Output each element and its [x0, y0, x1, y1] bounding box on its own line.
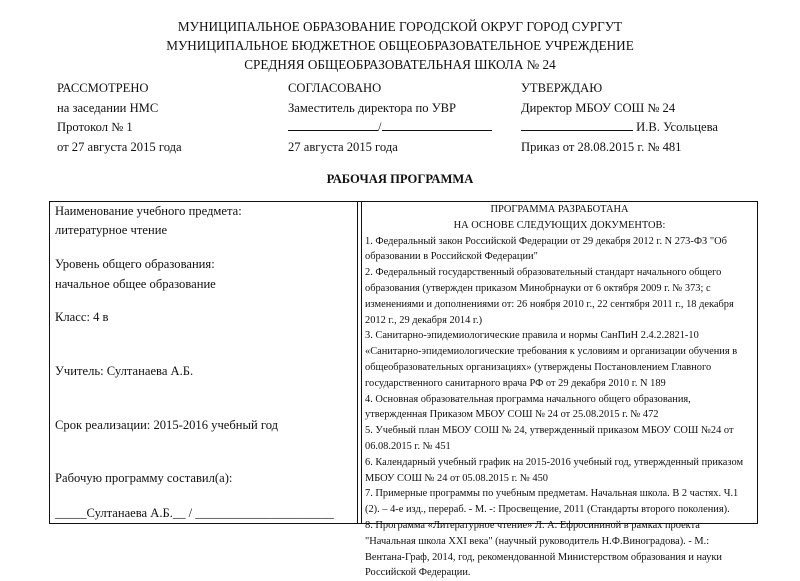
- header-school: СРЕДНЯЯ ОБЩЕОБРАЗОВАТЕЛЬНАЯ ШКОЛА № 24: [244, 57, 556, 72]
- document-item-6: 6. Календарный учебный график на 2015-2016 учебный год, утвержденный приказом МБОУ СОШ № 24 от 05.08.2015 г. № 450: [365, 456, 744, 484]
- document-item-5: 5. Учебный план МБОУ СОШ № 24, утвержденный приказом МБОУ СОШ №24 от 06.08.2015 г. № 451: [365, 425, 734, 452]
- document-item-4: 4. Основная образовательная программа начального общего образования, утвержденная Приказом МБОУ СОШ № 24 от 25.08.2015 г. № 472: [365, 393, 691, 421]
- program-table: [49, 201, 758, 579]
- document-item-8: 8. Программа «Литературное чтение» Л. А. Ефросининой в рамках проекта "Начальная школа XXI века" (научный руководитель Н.Ф.Виноградова). - М.: Вентана-Граф, 2014, год, рекомендованной Министерством образования и науки Российской Федерации.: [365, 519, 722, 579]
- documents-heading-2: НА ОСНОВЕ СЛЕДУЮЩИХ ДОКУМЕНТОВ:: [453, 219, 666, 231]
- agreed-line1: Заместитель директора по УВР: [288, 100, 457, 115]
- term-info: Срок реализации: 2015-2016 учебный год: [55, 418, 279, 432]
- subject-label: Наименование учебного предмета:: [55, 204, 242, 218]
- level-value: начальное общее образование: [55, 277, 216, 291]
- agreed-signature: [288, 118, 492, 138]
- author-signature: _____Султанаева А.Б.__ / ______________________: [55, 506, 334, 520]
- teacher-info: Учитель: Султанаева А.Б.: [55, 364, 194, 378]
- class-info: Класс: 4 в: [55, 310, 109, 324]
- approved-block: [521, 79, 718, 157]
- header-municipality: МУНИЦИПАЛЬНОЕ ОБРАЗОВАНИЕ ГОРОДСКОЙ ОКРУГ ГОРОД СУРГУТ: [177, 19, 623, 34]
- signature-line: [521, 118, 633, 131]
- level-label: Уровень общего образования:: [55, 257, 215, 271]
- name-line: [382, 118, 492, 131]
- approved-signature: [521, 118, 718, 138]
- document-item-1: 1. Федеральный закон Российской Федерации от 29 декабря 2012 г. N 273-ФЗ "Об образовании в Российской Федерации": [365, 235, 727, 263]
- document-item-3: 3. Санитарно-эпидемиологические правила и нормы СанПиН 2.4.2.2821-10 «Санитарно-эпидемиологические требования к условиям и организации обучения в общеобразовательных организациях» (утверждены Постановлением Главного государственного санитарного врача РФ от 29 декабря 2010 г. N 189: [365, 330, 738, 389]
- author-label: Рабочую программу составил(а):: [55, 471, 233, 485]
- document-item-7: 7. Примерные программы по учебным предметам. Начальная школа. В 2 частях. Ч.1 (2). – 4-е изд., перераб. - М. -: Просвещение, 2011 (Стандарты второго поколения).: [365, 488, 739, 516]
- reviewed-line1: на заседании НМС: [57, 100, 159, 115]
- document-item-2: 2. Федеральный государственный образовательный стандарт начального общего образования (утвержден приказом Минобрнауки от 6 октября 2009 г. № 373; с изменениями и дополнениями от: 26 ноября 2010 г., 22 сентября 2011 г., 18 декабря 2012 г., 29 декабря 2014 г.): [365, 267, 734, 326]
- slash: /: [378, 120, 382, 134]
- agreed-block: [288, 79, 492, 157]
- document-title: РАБОЧАЯ ПРОГРАММА: [326, 172, 474, 186]
- signature-line: [288, 118, 378, 131]
- reviewed-line3: от 27 августа 2015 года: [57, 139, 182, 154]
- agreed-title: СОГЛАСОВАНО: [288, 81, 382, 95]
- approved-line3: Приказ от 28.08.2015 г. № 481: [521, 139, 682, 154]
- reviewed-block: [57, 79, 182, 157]
- subject-value: литературное чтение: [55, 223, 168, 237]
- reviewed-line2: Протокол № 1: [57, 120, 133, 134]
- reviewed-title: РАССМОТРЕНО: [57, 81, 149, 95]
- approved-line1: Директор МБОУ СОШ № 24: [521, 100, 676, 115]
- agreed-line3: 27 августа 2015 года: [288, 139, 398, 154]
- director-name: И.В. Усольцева: [636, 120, 718, 134]
- approved-title: УТВЕРЖДАЮ: [521, 81, 603, 95]
- documents-heading-1: ПРОГРАММА РАЗРАБОТАНА: [490, 204, 629, 215]
- program-info-column: [50, 202, 358, 523]
- documents-column: [361, 202, 757, 579]
- header-institution: МУНИЦИПАЛЬНОЕ БЮДЖЕТНОЕ ОБЩЕОБРАЗОВАТЕЛЬНОЕ УЧРЕЖДЕНИЕ: [166, 38, 634, 53]
